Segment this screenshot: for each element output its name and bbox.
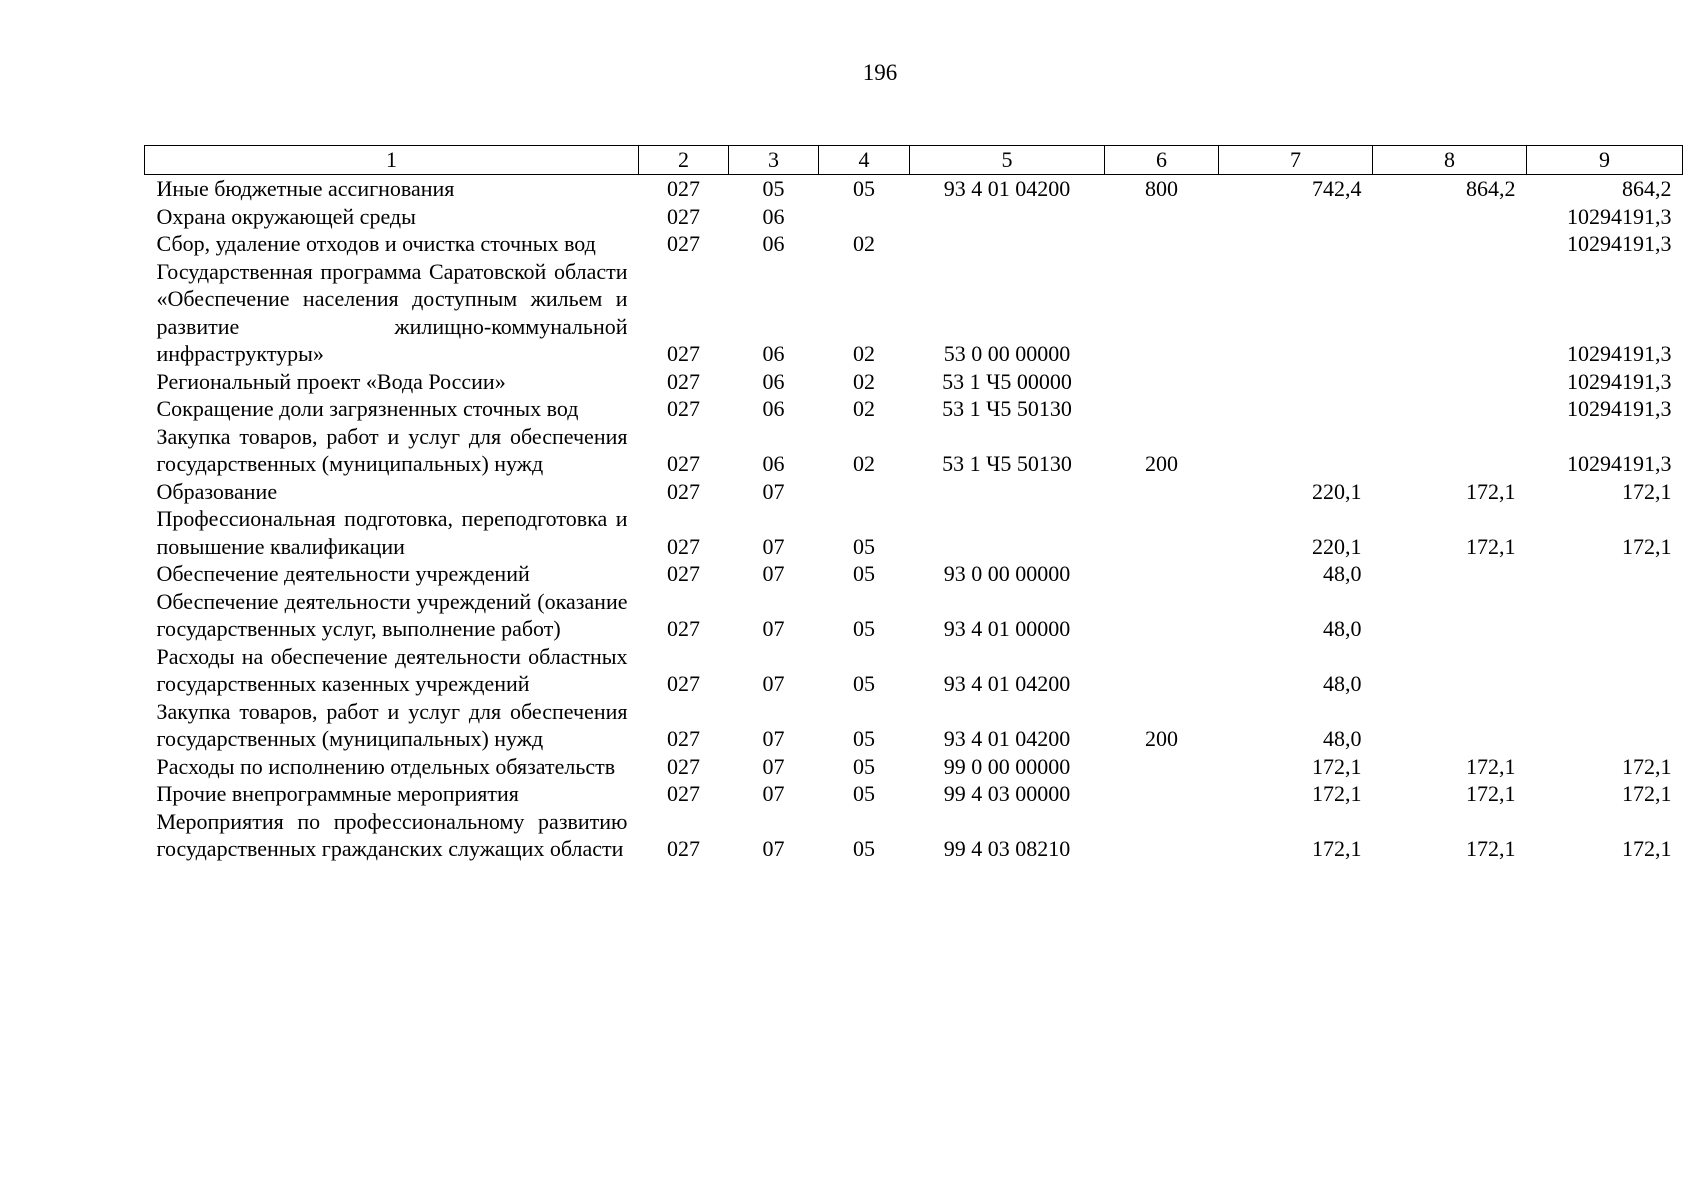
expense-type-cell: 200: [1145, 726, 1178, 751]
table-row: [145, 588, 1683, 643]
amount-col7-cell: 742,4: [1312, 176, 1362, 201]
row-name-cell: Мероприятия по профессиональному развитию государственных гражданских служащих области: [156, 808, 628, 861]
amount-col9-cell: [1527, 643, 1683, 698]
glava-cell: 027: [667, 533, 700, 559]
glava-cell: 027: [667, 781, 700, 806]
header-cell: 6: [1105, 146, 1219, 175]
target-article-cell: 93 4 01 04200: [943, 726, 1071, 751]
podrazdel-cell: 02: [853, 231, 875, 256]
row-name-cell: Прочие внепрограммные мероприятия: [156, 781, 519, 806]
amount-col7-cell: [1219, 230, 1373, 258]
amount-col7-cell: 220,1: [1312, 478, 1362, 504]
amount-col9-cell: 10294191,3: [1567, 451, 1672, 476]
glava-cell: 027: [667, 836, 700, 861]
expense-type-cell: 800: [1145, 176, 1178, 201]
target-article-cell: 93 4 01 00000: [943, 616, 1071, 641]
podrazdel-cell: 02: [853, 396, 875, 421]
row-name-cell: Закупка товаров, работ и услуг для обеспечения государственных (муниципальных) нужд: [156, 698, 628, 751]
table-row: [145, 203, 1683, 231]
glava-cell: 027: [667, 478, 700, 504]
target-article-cell: [910, 230, 1105, 258]
razdel-cell: 06: [762, 396, 785, 421]
razdel-cell: 06: [762, 231, 785, 256]
razdel-cell: 05: [762, 176, 785, 201]
amount-col9-cell: 10294191,3: [1567, 396, 1672, 421]
amount-col7-cell: [1219, 423, 1373, 478]
header-row: [145, 146, 1683, 175]
target-article-cell: 93 4 01 04200: [943, 671, 1071, 696]
amount-col7-cell: 48,0: [1323, 616, 1362, 641]
row-name-cell: Охрана окружающей среды: [156, 203, 416, 229]
expense-type-cell: [1105, 478, 1219, 506]
row-name-cell: Иные бюджетные ассигнования: [156, 176, 455, 201]
header-cell: 5: [910, 146, 1105, 175]
budget-table: [144, 145, 1683, 863]
amount-col8-cell: [1373, 203, 1527, 231]
glava-cell: 027: [667, 451, 700, 476]
podrazdel-cell: 02: [853, 341, 875, 366]
amount-col9-cell: 172,1: [1622, 781, 1672, 806]
table-row: [145, 698, 1683, 753]
row-name-cell: Образование: [156, 478, 278, 504]
amount-col8-cell: [1373, 258, 1527, 368]
amount-col8-cell: [1373, 643, 1527, 698]
expense-type-cell: [1105, 368, 1219, 396]
amount-col7-cell: 172,1: [1312, 781, 1362, 806]
amount-col9-cell: 172,1: [1622, 836, 1672, 861]
table-row: [145, 395, 1683, 423]
target-article-cell: [910, 203, 1105, 231]
amount-col8-cell: 172,1: [1466, 533, 1516, 559]
table-body: [145, 175, 1683, 863]
header-cell: 4: [819, 146, 910, 175]
table-row: [145, 643, 1683, 698]
target-article-cell: 93 4 01 04200: [943, 176, 1071, 201]
table-row: [145, 258, 1683, 368]
podrazdel-cell: 05: [853, 753, 875, 779]
razdel-cell: 07: [762, 533, 785, 559]
razdel-cell: 06: [762, 368, 785, 394]
razdel-cell: 07: [762, 616, 785, 641]
amount-col7-cell: 220,1: [1312, 533, 1362, 559]
glava-cell: 027: [667, 176, 700, 201]
expense-type-cell: [1105, 753, 1219, 781]
amount-col8-cell: [1373, 230, 1527, 258]
table-row: [145, 175, 1683, 203]
amount-col8-cell: 172,1: [1466, 836, 1516, 861]
amount-col8-cell: [1373, 588, 1527, 643]
podrazdel-cell: [819, 478, 910, 506]
table-row: [145, 560, 1683, 588]
row-name-cell: Обеспечение деятельности учреждений: [156, 561, 530, 586]
expense-type-cell: [1105, 230, 1219, 258]
expense-type-cell: [1105, 560, 1219, 588]
row-name-cell: Региональный проект «Вода России»: [156, 368, 506, 394]
row-name-cell: Сокращение доли загрязненных сточных вод: [156, 396, 579, 421]
podrazdel-cell: 05: [853, 671, 875, 696]
amount-col7-cell: [1219, 258, 1373, 368]
target-article-cell: 93 0 00 00000: [943, 561, 1071, 586]
glava-cell: 027: [667, 561, 700, 586]
header-cell: 7: [1219, 146, 1373, 175]
razdel-cell: 07: [762, 561, 785, 586]
table-row: [145, 753, 1683, 781]
podrazdel-cell: 05: [853, 726, 875, 751]
podrazdel-cell: 05: [853, 781, 875, 806]
expense-type-cell: 200: [1145, 451, 1178, 476]
razdel-cell: 07: [762, 753, 785, 779]
glava-cell: 027: [667, 616, 700, 641]
razdel-cell: 07: [762, 671, 785, 696]
amount-col9-cell: [1527, 588, 1683, 643]
razdel-cell: 07: [762, 836, 785, 861]
target-article-cell: 99 4 03 00000: [943, 781, 1071, 806]
header-cell: 2: [639, 146, 729, 175]
expense-type-cell: [1105, 643, 1219, 698]
target-article-cell: 99 4 03 08210: [943, 836, 1071, 861]
row-name-cell: Расходы на обеспечение деятельности областных государственных казенных учреждений: [156, 643, 628, 696]
amount-col8-cell: [1373, 423, 1527, 478]
amount-col8-cell: [1373, 698, 1527, 753]
podrazdel-cell: 05: [853, 836, 875, 861]
table-header: [145, 146, 1683, 175]
amount-col7-cell: 48,0: [1323, 671, 1362, 696]
podrazdel-cell: 05: [853, 533, 875, 559]
table-row: [145, 368, 1683, 396]
expense-type-cell: [1105, 395, 1219, 423]
amount-col9-cell: 10294191,3: [1567, 203, 1672, 229]
razdel-cell: 07: [762, 478, 785, 504]
amount-col9-cell: 172,1: [1622, 753, 1672, 779]
table-row: [145, 478, 1683, 506]
row-name-cell: Государственная программа Саратовской области «Обеспечение населения доступным жильем и развитие жилищно-коммунальной инфраструктуры»: [156, 258, 628, 366]
table-row: [145, 780, 1683, 808]
table-row: [145, 423, 1683, 478]
target-article-cell: [910, 505, 1105, 560]
amount-col7-cell: 48,0: [1323, 726, 1362, 751]
amount-col9-cell: 172,1: [1622, 478, 1672, 504]
row-name-cell: Сбор, удаление отходов и очистка сточных вод: [156, 231, 596, 256]
razdel-cell: 06: [762, 341, 785, 366]
glava-cell: 027: [667, 671, 700, 696]
target-article-cell: 53 1 Ч5 50130: [942, 396, 1072, 421]
table-row: [145, 505, 1683, 560]
podrazdel-cell: 05: [853, 176, 875, 201]
expense-type-cell: [1105, 258, 1219, 368]
amount-col9-cell: [1527, 698, 1683, 753]
amount-col7-cell: 172,1: [1312, 836, 1362, 861]
header-cell: 8: [1373, 146, 1527, 175]
glava-cell: 027: [667, 341, 700, 366]
row-name-cell: Обеспечение деятельности учреждений (оказание государственных услуг, выполнение работ): [156, 588, 628, 641]
razdel-cell: 06: [762, 203, 785, 229]
amount-col9-cell: [1527, 560, 1683, 588]
target-article-cell: 99 0 00 00000: [943, 753, 1071, 779]
row-name-cell: Профессиональная подготовка, переподготовка и повышение квалификации: [156, 506, 628, 559]
amount-col9-cell: 10294191,3: [1567, 231, 1672, 256]
amount-col8-cell: [1373, 368, 1527, 396]
glava-cell: 027: [667, 396, 700, 421]
podrazdel-cell: [819, 203, 910, 231]
amount-col9-cell: 10294191,3: [1567, 341, 1672, 366]
amount-col7-cell: 48,0: [1323, 561, 1362, 586]
expense-type-cell: [1105, 808, 1219, 863]
podrazdel-cell: 05: [853, 561, 875, 586]
target-article-cell: [910, 478, 1105, 506]
amount-col8-cell: 172,1: [1466, 478, 1516, 504]
amount-col7-cell: 172,1: [1312, 753, 1362, 779]
row-name-cell: Закупка товаров, работ и услуг для обеспечения государственных (муниципальных) нужд: [156, 423, 628, 476]
podrazdel-cell: 05: [853, 616, 875, 641]
amount-col8-cell: 864,2: [1466, 176, 1516, 201]
header-cell: 1: [145, 146, 639, 175]
expense-type-cell: [1105, 505, 1219, 560]
razdel-cell: 06: [762, 451, 785, 476]
amount-col9-cell: 10294191,3: [1567, 368, 1672, 394]
table-row: [145, 808, 1683, 863]
glava-cell: 027: [667, 231, 700, 256]
row-name-cell: Расходы по исполнению отдельных обязательств: [156, 753, 616, 779]
header-cell: 9: [1527, 146, 1683, 175]
amount-col8-cell: [1373, 560, 1527, 588]
header-cell: 3: [729, 146, 819, 175]
glava-cell: 027: [667, 726, 700, 751]
podrazdel-cell: 02: [853, 451, 875, 476]
page-number: 196: [862, 60, 898, 85]
glava-cell: 027: [667, 368, 700, 394]
amount-col9-cell: 172,1: [1622, 533, 1672, 559]
expense-type-cell: [1105, 203, 1219, 231]
table-row: [145, 230, 1683, 258]
expense-type-cell: [1105, 780, 1219, 808]
target-article-cell: 53 1 Ч5 50130: [942, 451, 1072, 476]
amount-col7-cell: [1219, 368, 1373, 396]
amount-col8-cell: 172,1: [1466, 753, 1516, 779]
razdel-cell: 07: [762, 726, 785, 751]
target-article-cell: 53 1 Ч5 00000: [942, 368, 1072, 394]
glava-cell: 027: [667, 753, 700, 779]
target-article-cell: 53 0 00 00000: [943, 341, 1071, 366]
podrazdel-cell: 02: [853, 368, 875, 394]
amount-col8-cell: [1373, 395, 1527, 423]
glava-cell: 027: [667, 203, 700, 229]
razdel-cell: 07: [762, 781, 785, 806]
amount-col7-cell: [1219, 395, 1373, 423]
amount-col9-cell: 864,2: [1622, 176, 1672, 201]
amount-col8-cell: 172,1: [1466, 781, 1516, 806]
expense-type-cell: [1105, 588, 1219, 643]
amount-col7-cell: [1219, 203, 1373, 231]
